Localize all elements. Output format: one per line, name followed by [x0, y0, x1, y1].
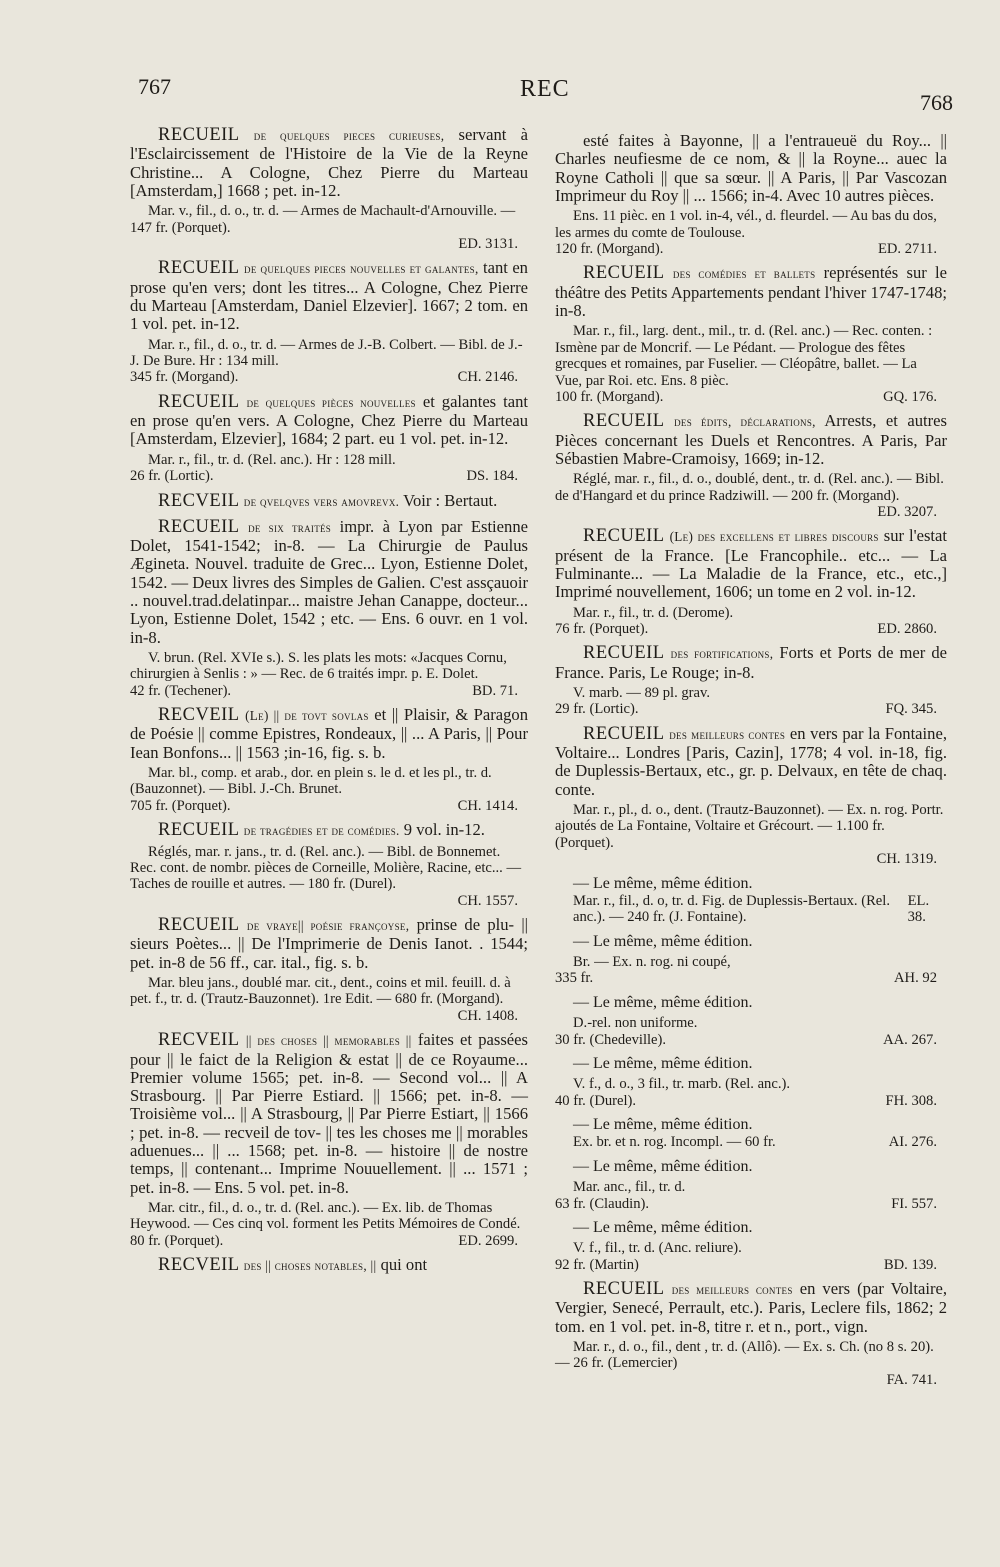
entry-body: prinse de plu- || sieurs Poètes... || De l'Imprimerie de Denis Ianot. . 1544; pet. in-8 de 56 ff., car. ital., fig. s. b. [130, 915, 528, 972]
entry-lead-word: RECVEIL [158, 705, 240, 726]
same-edition-label: — Le même, même édition. [573, 1116, 753, 1134]
page-number-left: 767 [138, 74, 171, 99]
entry-body: faites et passées pour || le faict de la Religion & estat || de ce Royaume... Premier volume 1565; pet. in-8. — Second vol... || A Strasbourg. || Par Pierre Estiard. || 1566; pet. in-8. — Troisième vol... || A Strasbourg, || Par Pierre Estiart, || 1566 ; pet. in-8. — recveil de tov- || tes les choses me || morables aduenues... || ... 1568; pet. in-8. — histoire || de nostre temps, || contenant... Imprime Nouuellement. || ... 1571 ; pet. in-8. — Ens. 5 vol. pet. in-8. [130, 1030, 528, 1197]
entry-title-smallcaps: des || choses notables, || [243, 1258, 377, 1274]
entry-reference: ED. 2860. [877, 621, 937, 638]
entry-description: Mar. r., fil., tr. d. (Derome). [573, 604, 734, 621]
entry-lead-word: RECVEIL [158, 1030, 240, 1051]
entry-lead-word: RECUEIL [583, 411, 665, 432]
entry-price: 42 fr. (Techener). [130, 682, 232, 699]
page-number-right: 768 [920, 90, 953, 115]
same-edition-reference: AH. 92 [894, 970, 937, 987]
entry-reference: DS. 184. [466, 468, 518, 485]
entry-body: qui ont [380, 1255, 428, 1275]
entry-reference: ED. 3131. [458, 236, 518, 252]
entry-reference: FA. 741. [886, 1371, 937, 1388]
catalog-entry [130, 821, 528, 909]
entry-price: 29 fr. (Lortic). [555, 701, 639, 718]
entry-body: Voir : Bertaut. [403, 490, 498, 510]
running-header: REC [520, 76, 570, 102]
entry-body: sur l'estat présent de la France. [Le Francophile.. etc... — La Fulminante... — La Maladie de la France, etc., etc.,] Imprimé nouvellement, 1606; un tome en 2 vol. in-12. [555, 526, 948, 602]
entry-heading [130, 259, 528, 333]
entry-price-row [555, 241, 947, 257]
entry-price-row [555, 621, 947, 637]
catalog-entry [130, 259, 528, 385]
entry-body: impr. à Lyon par Estienne Dolet, 1541-1542; in-8. — La Chirurgie de Paulus Æginetа. Nouvel. traduite de Grec... Lyon, Estienne Dolet, 1542. — Deux livres des Simples de Galien. C'est assçauoir .. nouvel.trad.delatinpar... maistre Jehan Canappe, docteur... Lyon, Estienne Dolet, 1542 ; etc. — Ens. 6 ouvr. en 1 vol. in-8. [130, 516, 528, 647]
entry-heading [555, 412, 947, 468]
entry-price-row [555, 701, 947, 717]
same-edition-detail [555, 1134, 947, 1150]
entry-title-smallcaps: de qvelqves vers amovrevx. [243, 493, 400, 509]
same-edition-detail [555, 1015, 947, 1048]
right-column [555, 132, 947, 1395]
catalog-entry [555, 1280, 947, 1388]
entry-title-smallcaps: de six traités [248, 519, 332, 535]
entry-body: servant à l'Esclaircissement de l'Histoire de la Vie de la Reyne Christine... A Cologne, Chez Pierre du Marteau [Amsterdam,] 1668 ; pet. in-12. [130, 125, 528, 200]
catalog-entry [130, 492, 528, 511]
entry-title-smallcaps: des meilleurs contes [669, 726, 786, 742]
entry-title-smallcaps: de quelques pieces nouvelles et galantes, [244, 261, 479, 277]
entry-title-smallcaps: de quelques pieces curieuses, [253, 128, 445, 143]
entry-description: Mar. citr., fil., d. o., tr. d. (Rel. anc.). — Ex. lib. de Thomas Heywood. — Ces cinq vol. forment les Petits Mémoires de Condé. [130, 1199, 521, 1233]
same-edition-reference: FH. 308. [885, 1092, 937, 1109]
entry-body: en vers par la Fontaine, Voltaire... Londres [Paris, Cazin], 1778; 4 vol. in-18, fig. de Duplessis-Bertaux, etc., gr. p. Delvaux, en tête de chaq. conte. [555, 723, 947, 799]
entry-heading [130, 393, 528, 449]
entry-price-row [130, 683, 528, 699]
entry-reference: CH. 1319. [876, 851, 937, 868]
entry-price: 26 fr. (Lortic). [130, 468, 214, 485]
entry-reference: ED. 2711. [877, 241, 937, 257]
entry-title-smallcaps: de quelques pièces nouvelles [246, 394, 416, 410]
entry-lead-word: RECVEIL [158, 1255, 240, 1276]
catalog-entry [130, 1256, 528, 1275]
entry-body: Arrests, et autres Pièces concernant les Duels et Rencontres. A Paris, Par Sébastien Mabre-Cramoisy, 1669; in-12. [555, 411, 948, 468]
entry-heading [130, 821, 528, 840]
entry-lead-word: RECUEIL [583, 263, 665, 284]
same-edition-detail [555, 1240, 947, 1273]
entry-heading [555, 1280, 947, 1336]
same-edition-price-row [555, 970, 947, 986]
entry-heading [555, 264, 947, 320]
same-edition-price: 63 fr. (Claudin). [555, 1195, 650, 1212]
entry-heading [130, 1256, 528, 1275]
same-edition-reference: AI. 276. [888, 1134, 937, 1151]
entry-price: 80 fr. (Porquet). [130, 1232, 224, 1249]
entry-description: Mar. r., pl., d. o., dent. (Trautz-Bauzonnet). — Ex. n. rog. Portr. ajoutés de La Fontaine, Voltaire et Grécourt. — 1.100 fr. (Porquet). [555, 802, 944, 851]
same-edition-detail [555, 893, 947, 926]
entry-lead-word: RECUEIL [158, 915, 240, 936]
same-edition-entry [555, 1055, 947, 1109]
entry-title-smallcaps: de vraye|| poésie françoyse, [246, 918, 410, 934]
entry-title-smallcaps: de tragédies et de comédies. [243, 823, 400, 839]
entry-reference: GQ. 176. [883, 388, 937, 405]
same-edition-price-row [555, 1093, 947, 1109]
same-edition-price-row [555, 893, 947, 926]
entry-heading [130, 1031, 528, 1197]
same-edition-reference: BD. 139. [883, 1256, 937, 1273]
catalog-entry [555, 412, 947, 520]
entry-reference: ED. 3207. [877, 504, 937, 521]
entry-reference: CH. 1414. [457, 797, 518, 814]
same-edition-reference: EL. 38. [907, 892, 930, 926]
same-edition-label: — Le même, même édition. [573, 1157, 753, 1175]
same-edition-label: — Le même, même édition. [573, 993, 753, 1011]
same-edition-price: 92 fr. (Martin) [555, 1256, 639, 1273]
same-edition-entry [555, 1116, 947, 1151]
entry-price-row [555, 504, 947, 520]
same-edition-price-row [555, 1134, 947, 1150]
entry-description: Mar. r., fil., larg. dent., mil., tr. d. (Rel. anc.) — Rec. conten. : Ismène par de Moncrif. — Le Pédant. — Prologue des fêtes grecques et romaines, par Fuselier. — Cléopâtre, ballet. — La Vue, par Roi. etc. Ens. 8 pièc. [555, 323, 933, 389]
same-edition-description: Mar. anc., fil., tr. d. [573, 1179, 686, 1196]
same-edition-entry [555, 1158, 947, 1212]
entry-title-smallcaps: || des choses || memorables || [245, 1033, 412, 1049]
entry-description: Réglés, mar. r. jans., tr. d. (Rel. anc.). — Bibl. de Bonnemet. Rec. cont. de nombr. pièces de Corneille, Molière, Racine, etc... — Taches de rouille et autres. — 180 fr. (Durel). [130, 843, 522, 893]
entry-reference: CH. 1408. [457, 1007, 518, 1024]
entry-price-row [555, 389, 947, 405]
same-edition-description: V. f., fil., tr. d. (Anc. reliure). [573, 1240, 742, 1257]
entry-lead-word: RECUEIL [158, 391, 240, 412]
entry-heading [130, 706, 528, 762]
same-edition-description: Br. — Ex. n. rog. ni coupé, [573, 954, 731, 971]
catalog-entry [130, 1031, 528, 1249]
entry-description: Mar. r., d. o., fil., dent , tr. d. (Allô). — Ex. s. Ch. (no 8 s. 20). — 26 fr. (Lemercier) [555, 1338, 934, 1372]
entry-price-row [130, 236, 528, 252]
entry-description: Réglé, mar. r., fil., d. o., doublé, dent., tr. d. (Rel. anc.). — Bibl. de d'Hangard et du prince Radziwill. — 200 fr. (Morgand). [555, 471, 944, 504]
entry-heading [555, 527, 947, 601]
catalog-entry [555, 527, 947, 637]
entry-price-row [130, 468, 528, 484]
entry-price: 120 fr. (Morgand). [555, 241, 664, 257]
entry-title-smallcaps: (Le) des excellens et libres discours [669, 529, 879, 545]
entry-body: en vers (par Voltaire, Vergier, Senecé, Perrault, etc.). Paris, Leclere fils, 1862; 2 tom. en 1 vol. pet. in-8, titre r. et n., port., vign. [555, 1279, 947, 1336]
same-edition-label: — Le même, même édition. [573, 874, 753, 892]
entry-lead-word: RECUEIL [158, 516, 240, 537]
entry-title-smallcaps: des fortifications, [670, 646, 774, 662]
same-edition-entry [555, 1219, 947, 1273]
entry-heading [555, 132, 947, 205]
entry-description: Mar. r., fil., tr. d. (Rel. anc.). Hr : 128 mill. [148, 451, 396, 468]
entry-title-smallcaps: des édits, déclarations, [674, 414, 816, 430]
same-edition-detail [555, 1179, 947, 1212]
catalog-entry [555, 264, 947, 405]
same-edition-label: — Le même, même édition. [573, 932, 753, 950]
same-edition-price: 40 fr. (Durel). [555, 1092, 637, 1109]
entry-body: tant en prose qu'en vers; dont les titres... A Cologne, Chez Pierre du Marteau [Amsterdam, Daniel Elzevier]. 1667; 2 tom. en 1 vol. pet. in-12. [130, 258, 528, 334]
catalog-entry [555, 725, 947, 868]
same-edition-list [555, 875, 947, 1273]
same-edition-price: 335 fr. [555, 970, 594, 987]
same-edition-price-row [555, 1032, 947, 1048]
entry-price-row [130, 369, 528, 385]
entry-description: Mar. r., fil., d. o., tr. d. — Armes de J.-B. Colbert. — Bibl. de J.-J. De Bure. Hr : 134 mill. [130, 336, 523, 369]
entry-heading [555, 725, 947, 799]
entry-price-row [555, 1372, 947, 1388]
entry-price-row [555, 851, 947, 867]
same-edition-entry [555, 933, 947, 987]
entry-reference: CH. 2146. [457, 369, 518, 386]
entry-heading [130, 126, 528, 200]
entry-price: 345 fr. (Morgand). [130, 369, 239, 386]
entry-description: Mar. v., fil., d. o., tr. d. — Armes de Machault-d'Arnouville. — 147 fr. (Porquet). [130, 203, 516, 236]
entry-price-row [130, 1008, 528, 1024]
entry-reference: CH. 1557. [457, 892, 518, 909]
same-edition-description: Ex. br. et n. rog. Incompl. — 60 fr. [573, 1134, 776, 1151]
entry-description: Ens. 11 pièc. en 1 vol. in-4, vél., d. fleurdel. — Au bas du dos, les armes du comte de Toulouse. [555, 208, 937, 241]
entry-lead-word: RECUEIL [583, 526, 665, 547]
entry-price-row [130, 798, 528, 814]
same-edition-label: — Le même, même édition. [573, 1218, 753, 1236]
same-edition-price: 30 fr. (Chedeville). [555, 1031, 667, 1048]
entry-heading [555, 644, 947, 682]
catalog-entry [130, 518, 528, 699]
entry-description: V. marb. — 89 pl. grav. [573, 685, 711, 702]
entry-reference: FQ. 345. [885, 701, 937, 718]
entry-price-row [130, 893, 528, 909]
entry-price: 100 fr. (Morgand). [555, 388, 664, 405]
entry-heading [130, 492, 528, 511]
entry-heading [130, 916, 528, 972]
entry-lead-word: RECUEIL [583, 1279, 665, 1300]
same-edition-description: V. f., d. o., 3 fil., tr. marb. (Rel. anc.). [573, 1076, 790, 1093]
entry-description: Mar. bleu jans., doublé mar. cit., dent., coins et mil. feuill. d. à pet. f., tr. d. (Trautz-Bauzonnet). 1re Edit. — 680 fr. (Morgand). [130, 975, 511, 1008]
catalog-entry [130, 916, 528, 1024]
same-edition-price-row [555, 1257, 947, 1273]
entry-description: Mar. bl., comp. et arab., dor. en plein s. le d. et les pl., tr. d. (Bauzonnet). — Bibl. J.-Ch. Brunet. [130, 765, 492, 798]
same-edition-description: D.-rel. non uniforme. [573, 1015, 698, 1032]
same-edition-price-row [555, 1196, 947, 1212]
entry-body: esté faites à Bayonne, || a l'entraueuë du Roy... || Charles neufiesme de ce nom, & || la Royne... auec la Royne Catholi || que sa sœur. || A Paris, || Par Vascozan Imprimeur du Roy || ... 1566; in-4. Avec 10 autres pièces. [555, 131, 947, 205]
entry-body: 9 vol. in-12. [403, 820, 485, 840]
catalog-entry [555, 132, 947, 257]
entry-body: et || Plaisir, & Paragon de Poésie || comme Epistres, Rondeaux, || ... A Paris, || Pour Iean Bonfons... || 1563 ;in-16, fig. s. b. [130, 705, 528, 762]
entry-reference: BD. 71. [472, 682, 518, 699]
catalog-entry [555, 644, 947, 717]
catalog-entry [130, 706, 528, 814]
entry-body: Forts et Ports de mer de France. Paris, Le Rouge; in-8. [555, 643, 947, 682]
entry-body: représentés sur le théâtre des Petits Appartements pendant l'hiver 1747-1748; in-8. [555, 263, 947, 320]
same-edition-entry [555, 875, 947, 926]
last-entry [555, 1280, 947, 1388]
entry-price: 76 fr. (Porquet). [555, 621, 649, 638]
same-edition-label: — Le même, même édition. [573, 1054, 753, 1072]
left-column [130, 126, 528, 1282]
same-edition-description: Mar. r., fil., d. o, tr. d. Fig. de Duplessis-Bertaux. (Rel. anc.). — 240 fr. (J. Fontaine). [573, 892, 890, 926]
entry-heading [130, 518, 528, 647]
entry-title-smallcaps: des comédies et ballets [672, 266, 816, 282]
entry-price-row [130, 1233, 528, 1249]
entry-lead-word: RECUEIL [158, 820, 240, 841]
entry-title-smallcaps: des meilleurs contes [671, 1282, 793, 1298]
entry-lead-word: RECUEIL [583, 643, 665, 664]
entry-lead-word: RECUEIL [158, 125, 240, 145]
catalog-entry [130, 393, 528, 485]
same-edition-reference: AA. 267. [883, 1031, 937, 1048]
right-entries [555, 132, 947, 868]
entry-reference: ED. 2699. [458, 1232, 518, 1249]
catalog-entry [130, 126, 528, 252]
entry-lead-word: RECUEIL [158, 258, 240, 279]
same-edition-reference: FI. 557. [891, 1195, 937, 1212]
entry-lead-word: RECUEIL [583, 723, 665, 744]
entry-price: 705 fr. (Porquet). [130, 797, 231, 814]
entry-body: et galantes tant en prose qu'en vers. A Cologne, Chez Pierre du Marteau [Amsterdam, Elzevier], 1684; 2 part. eu 1 vol. pet. in-12. [130, 391, 528, 449]
same-edition-entry [555, 994, 947, 1048]
entry-lead-word: RECVEIL [158, 490, 240, 511]
same-edition-detail [555, 954, 947, 987]
same-edition-detail [555, 1076, 947, 1109]
entry-title-smallcaps: (Le) || de tovt sovlas [245, 708, 369, 724]
entry-description: V. brun. (Rel. XVIe s.). S. les plats les mots: «Jacques Cornu, chirurgien à Senlis : » — Rec. de 6 traités impr. p. E. Dolet. [130, 649, 507, 683]
